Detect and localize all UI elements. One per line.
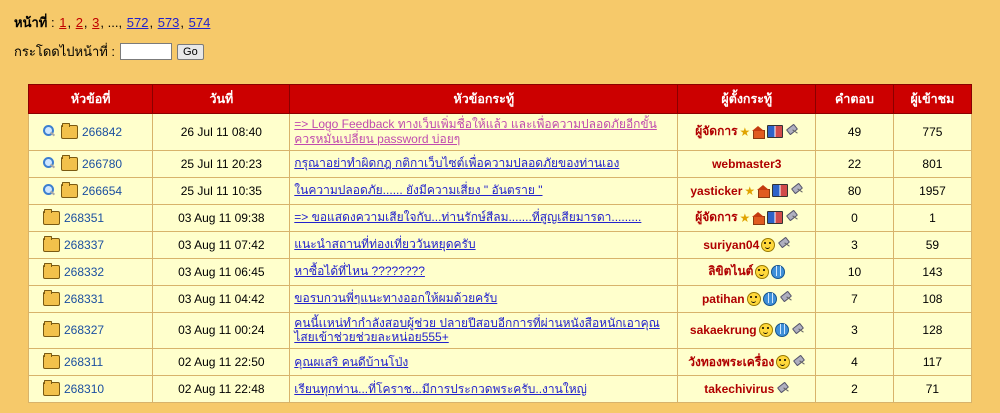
paging-colon: : [50,15,55,30]
cell-topic [290,177,678,204]
cell-replies [816,349,894,376]
table-row [29,376,972,403]
view-count: 71 [925,382,940,397]
page-sep: , [67,15,72,30]
magnifier-icon [43,184,57,197]
cell-date [153,376,290,403]
cell-topic [290,349,678,376]
pin-icon [776,383,789,396]
cell-date [153,204,290,231]
cell-poster [678,285,816,312]
topic-link[interactable]: คุณผเสริ คนดีบ้านโป่ง [294,354,409,369]
house-icon [757,185,770,197]
cell-poster [678,204,816,231]
cell-views [893,258,971,285]
reply-count: 3 [851,237,858,252]
post-date: 03 Aug 11 06:45 [178,264,265,279]
cell-topic [290,231,678,258]
header-views: ผู้เข้าชม [893,85,971,114]
smiley-icon [755,265,769,279]
book-icon [767,211,783,224]
cell-views [893,231,971,258]
view-count: 1957 [919,183,946,198]
reply-count: 49 [847,124,862,139]
jump-page-input[interactable] [120,43,172,60]
topic-link[interactable]: เรียนทุกท่าน...ที่โคราช...มีการประกวดพระครับ..งานใหญ่ [294,381,587,396]
cell-date [153,114,290,151]
post-date: 03 Aug 11 09:38 [178,210,265,225]
topic-id[interactable]: 268337 [64,237,105,252]
cell-replies [816,231,894,258]
topic-link[interactable]: กรุณาอย่าทำผิดกฎ กติกาเว็บไซต์เพื่อความปลอดภัยของท่านเอง [294,156,620,171]
page-ellipsis: ... [107,15,119,30]
cell-topic [290,114,678,151]
cell-topic-id [29,150,153,177]
post-date: 03 Aug 11 00:24 [178,323,265,338]
view-count: 1 [929,210,936,225]
post-date: 25 Jul 11 20:23 [180,156,262,171]
page-link-574[interactable]: 574 [188,15,211,30]
cell-topic [290,258,678,285]
book-icon [772,184,788,197]
pin-icon [777,238,790,251]
cell-views [893,114,971,151]
house-icon [752,126,765,138]
pin-icon [790,184,803,197]
page-sep: , [100,15,105,30]
view-count: 143 [922,264,943,279]
poster-name[interactable]: ลิขิตไนต์ [708,264,754,279]
table-header-row [29,85,972,114]
topic-id[interactable]: 268331 [64,291,105,306]
poster-name[interactable]: sakaekrung [689,323,757,338]
page-link-1[interactable]: 1 [59,15,67,30]
page-sep: , [83,15,88,30]
table-row [29,177,972,204]
cell-replies [816,258,894,285]
smiley-icon [759,323,773,337]
cell-topic-id [29,285,153,312]
pin-icon [792,356,805,369]
header-topic: หัวข้อกระทู้ [290,85,678,114]
poster-name[interactable]: suriyan04 [703,237,760,252]
poster-name[interactable]: ผู้จัดการ [695,124,738,139]
cell-date [153,150,290,177]
table-row [29,258,972,285]
page-link-573[interactable]: 573 [157,15,180,30]
topic-id[interactable]: 268332 [64,264,105,279]
view-count: 108 [922,291,943,306]
cell-topic [290,312,678,349]
cell-date [153,285,290,312]
header-replies: คำตอบ [816,85,894,114]
magnifier-icon [43,157,57,170]
cell-date [153,349,290,376]
folder-icon [61,157,78,171]
cell-poster [678,258,816,285]
reply-count: 22 [847,156,862,171]
cell-replies [816,177,894,204]
folder-icon [43,238,60,252]
topic-table-container [28,84,972,403]
cell-topic-id [29,349,153,376]
folder-icon [43,292,60,306]
cell-topic-id [29,376,153,403]
folder-icon [43,355,60,369]
table-row [29,114,972,151]
cell-views [893,150,971,177]
cell-views [893,376,971,403]
page-sep: , [118,15,123,30]
poster-name[interactable]: yasticker [690,183,743,198]
magnifier-icon [43,125,57,138]
reply-count: 7 [851,291,858,306]
view-count: 117 [922,355,942,370]
topic-link[interactable]: คนนี้เเหน่ทำกำลังสอบผู้ช่วย ปลายปีสอบอีกการที่ผ่านหนังสือหนักเอาคุณไสยเข้าช่วยช่วยละหน่อย555+ [294,315,660,345]
cell-poster [678,376,816,403]
cell-poster [678,150,816,177]
folder-icon [43,382,60,396]
cell-replies [816,312,894,349]
topic-link[interactable]: => ขอแสดงความเสียใจกับ...ท่านรักษ์สีลม.......ที่สูญเสียมารดา......... [294,210,642,225]
topic-id[interactable]: 268310 [64,382,105,397]
view-count: 801 [922,156,943,171]
book-icon [767,125,783,138]
post-date: 26 Jul 11 08:40 [180,124,262,139]
post-date: 03 Aug 11 04:42 [178,291,265,306]
view-count: 59 [925,237,940,252]
cell-topic [290,204,678,231]
view-count: 775 [922,124,943,139]
header-poster: ผู้ตั้งกระทู้ [678,85,816,114]
globe-icon [771,265,785,279]
view-count: 128 [922,323,943,338]
table-body [29,114,972,403]
table-row [29,312,972,349]
globe-icon [775,323,789,337]
reply-count: 3 [851,323,858,338]
post-date: 02 Aug 11 22:50 [178,355,265,370]
cell-topic [290,376,678,403]
paging-bar [0,8,1000,35]
pin-icon [785,125,798,138]
smiley-icon [747,292,761,306]
topic-id[interactable]: 268327 [64,323,105,338]
header-date: วันที่ [153,85,290,114]
topic-link[interactable]: แนะนำสถานที่ท่องเที่ยววันหยุดครับ [294,237,476,252]
post-date: 02 Aug 11 22:48 [178,382,265,397]
cell-date [153,177,290,204]
post-date: 03 Aug 11 07:42 [178,237,265,252]
cell-date [153,258,290,285]
topic-link[interactable]: ในความปลอดภัย...... ยังมีความเสี่ยง " อันตราย " [294,183,543,198]
cell-views [893,312,971,349]
page-link-3[interactable]: 3 [92,15,100,30]
cell-date [153,312,290,349]
house-icon [752,212,765,224]
topic-id[interactable]: 268351 [64,210,105,225]
topic-table [28,84,972,403]
jump-to-page-bar [0,35,1000,62]
cell-topic-id [29,204,153,231]
cell-topic [290,285,678,312]
cell-views [893,177,971,204]
cell-poster [678,349,816,376]
page-link-572[interactable]: 572 [126,15,149,30]
table-row [29,150,972,177]
folder-icon [43,323,60,337]
header-topic-id: หัวข้อที่ [29,85,153,114]
folder-icon [43,265,60,279]
table-row [29,349,972,376]
cell-topic-id [29,258,153,285]
cell-replies [816,150,894,177]
cell-replies [816,285,894,312]
topic-link[interactable]: => Logo Feedback ทางเว็บเพิ่มชื่อให้แล้ว และเพื่อความปลอดภัยอีกขั้นควรหมั่นเปลี่ยน password บ่อยๆ [294,117,657,146]
page-link-2[interactable]: 2 [75,15,83,30]
topic-id[interactable]: 266780 [82,156,123,171]
table-row [29,204,972,231]
topic-id[interactable]: 266654 [82,183,123,198]
poster-name[interactable]: webmaster3 [712,156,782,171]
smiley-icon [776,355,790,369]
topic-id[interactable]: 266842 [82,124,123,139]
cell-views [893,349,971,376]
topic-link[interactable]: ขอรบกวนพี่ๆแนะทางออกให้ผมด้วยครับ [294,291,498,306]
post-date: 25 Jul 11 10:35 [180,183,262,198]
cell-topic [290,150,678,177]
folder-icon [43,211,60,225]
go-button[interactable]: Go [177,44,204,60]
cell-date [153,231,290,258]
cell-topic-id [29,114,153,151]
cell-topic-id [29,312,153,349]
topic-id[interactable]: 268311 [64,355,104,370]
pin-icon [785,211,798,224]
cell-replies [816,114,894,151]
pin-icon [779,292,792,305]
page-sep: , [180,15,185,30]
cell-replies [816,204,894,231]
star-icon: ★ [744,183,756,198]
jump-label: กระโดดไปหน้าที่ : [14,44,116,59]
poster-name[interactable]: takechivirus [704,382,775,397]
globe-icon [763,292,777,306]
paging-label: หน้าที่ [14,15,48,30]
star-icon: ★ [739,124,751,139]
cell-poster [678,312,816,349]
table-row [29,231,972,258]
cell-views [893,204,971,231]
poster-name[interactable]: วังทองพระเครื่อง [688,354,775,369]
reply-count: 80 [847,183,862,198]
poster-name[interactable]: ผู้จัดการ [695,210,738,225]
cell-poster [678,177,816,204]
cell-topic-id [29,231,153,258]
cell-topic-id [29,177,153,204]
smiley-icon [761,238,775,252]
reply-count: 2 [851,382,858,397]
reply-count: 0 [851,210,858,225]
page-sep: , [149,15,154,30]
pin-icon [791,324,804,337]
topic-link[interactable]: หาซื้อได้ที่ไหน ???????? [294,264,425,279]
folder-icon [61,125,78,139]
table-row [29,285,972,312]
cell-views [893,285,971,312]
cell-poster [678,231,816,258]
cell-replies [816,376,894,403]
folder-icon [61,184,78,198]
reply-count: 10 [847,264,862,279]
reply-count: 4 [851,355,858,370]
cell-poster [678,114,816,151]
poster-name[interactable]: patihan [701,291,745,306]
star-icon: ★ [739,210,751,225]
